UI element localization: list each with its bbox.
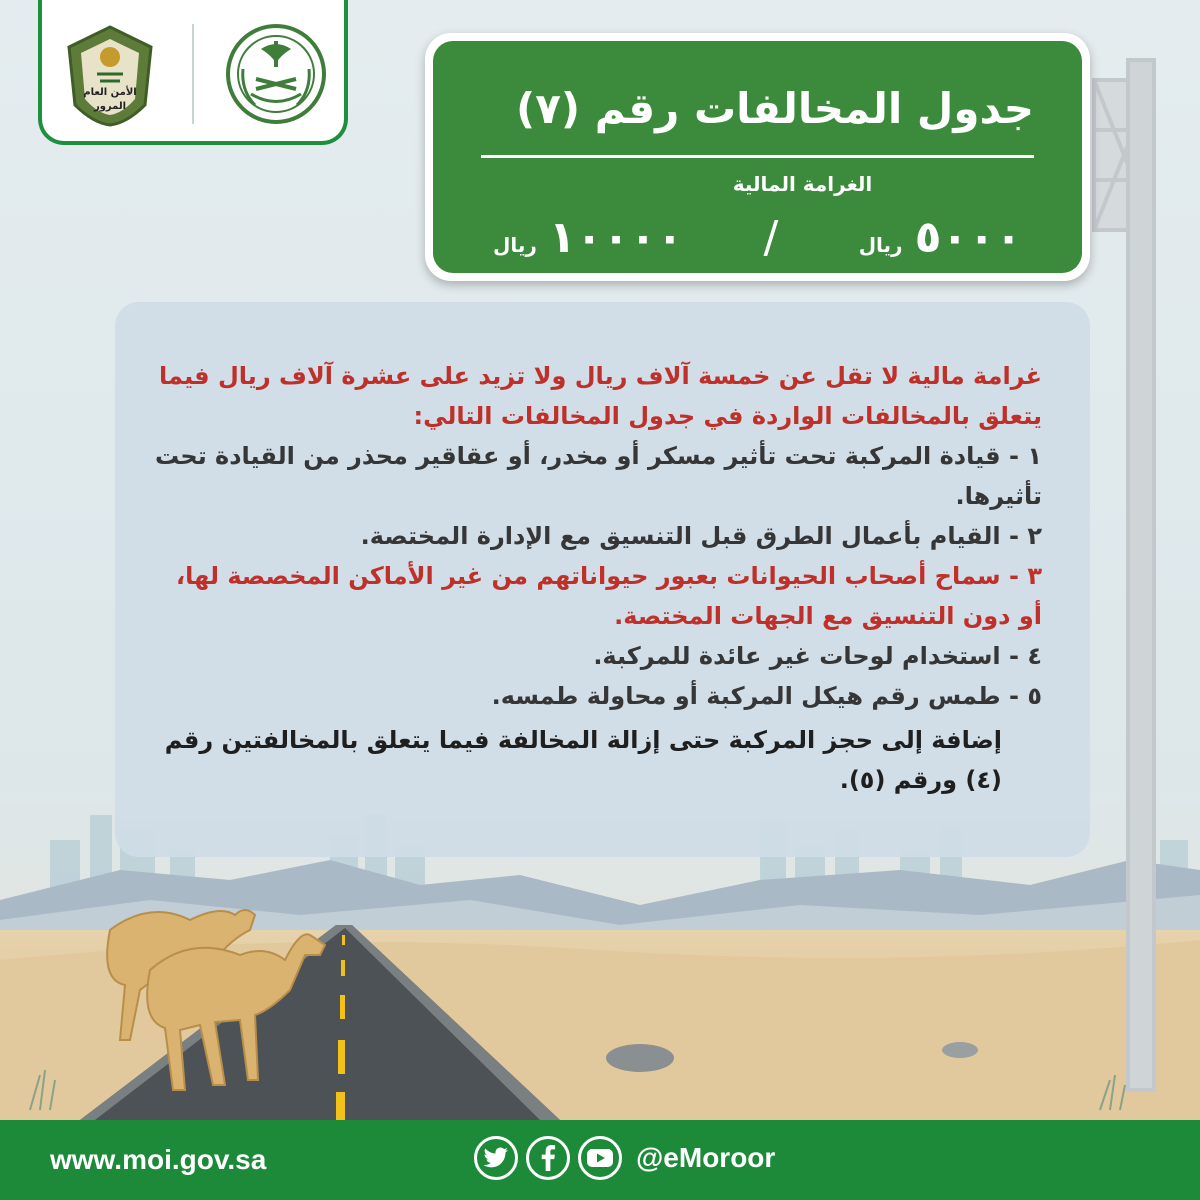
emblem-text-public-security: الأمن العام (83, 86, 138, 98)
item-number: ٣ - (1009, 562, 1042, 590)
facebook-icon[interactable] (526, 1136, 570, 1180)
item-text: القيام بأعمال الطرق قبل التنسيق مع الإدارة المختصة. (360, 522, 1001, 550)
item-number: ٤ - (1009, 642, 1042, 670)
item-number: ٥ - (1009, 682, 1042, 710)
list-item (155, 516, 1042, 556)
item-number: ٢ - (1009, 522, 1042, 550)
item-text: سماح أصحاب الحيوانات بعبور حيواناتهم من غير الأماكن المخصصة لها، أو دون التنسيق مع الجهات المختصة. (176, 562, 1042, 630)
traffic-police-emblem-icon (55, 19, 165, 129)
sign-title: جدول المخالفات رقم (٧) (516, 84, 1034, 133)
item-text: طمس رقم هيكل المركبة أو محاولة طمسه. (491, 682, 1001, 710)
fines-sign (425, 33, 1090, 281)
twitter-icon[interactable] (474, 1136, 518, 1180)
youtube-icon[interactable] (578, 1136, 622, 1180)
fine-max-amount: ١٠٠٠٠ (548, 211, 684, 263)
sign-face (433, 41, 1082, 273)
fine-max-unit: ريال (493, 232, 537, 257)
social-handle[interactable]: @eMoroor (636, 1142, 776, 1173)
content-panel (115, 302, 1090, 857)
list-item (155, 636, 1042, 676)
item-text: قيادة المركبة تحت تأثير مسكر أو مخدر، أو عقاقير محذر من القيادة تحت تأثيرها. (154, 442, 1042, 510)
sign-divider (481, 155, 1034, 158)
fine-range (493, 209, 1022, 265)
social-links (474, 1136, 775, 1180)
note-paragraph: إضافة إلى حجز المركبة حتى إزالة المخالفة فيما يتعلق بالمخالفتين رقم (٤) ورقم (٥). (164, 726, 1002, 794)
intro-paragraph: غرامة مالية لا تقل عن خمسة آلاف ريال ولا تزيد على عشرة آلاف ريال فيما يتعلق بالمخالفات الواردة في جدول المخالفات التالي: (159, 362, 1042, 430)
fine-max (493, 212, 683, 263)
item-text: استخدام لوحات غير عائدة للمركبة. (593, 642, 1001, 670)
violations-text (155, 356, 1042, 800)
footer-bar (0, 1120, 1200, 1200)
sign-subtitle: الغرامة المالية (732, 172, 873, 196)
website-link[interactable]: www.moi.gov.sa (50, 1144, 267, 1175)
ministry-of-interior-emblem-icon (221, 19, 331, 129)
fine-separator: / (763, 211, 779, 263)
list-item (155, 436, 1042, 516)
item-number: ١ - (1009, 442, 1042, 470)
list-item (155, 676, 1042, 716)
logo-box (38, 0, 348, 145)
fine-min (859, 212, 1022, 263)
emblem-text-traffic: المرور (94, 100, 127, 112)
list-item (155, 556, 1042, 636)
fine-min-unit: ريال (858, 232, 903, 257)
logo-divider (192, 24, 194, 124)
fine-min-amount: ٥٠٠٠ (914, 211, 1022, 263)
